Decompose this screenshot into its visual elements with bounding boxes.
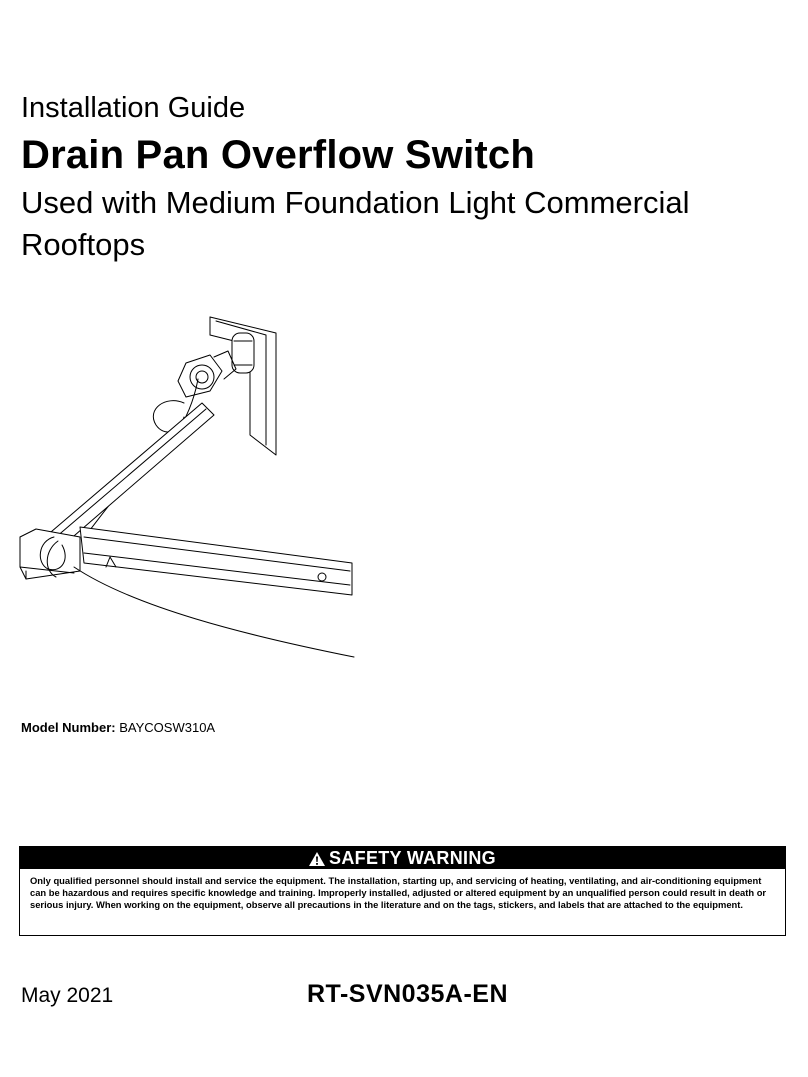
- document-kicker: Installation Guide: [21, 92, 246, 124]
- document-subtitle: Used with Medium Foundation Light Commercial Rooftops: [21, 185, 690, 262]
- model-number: [21, 720, 215, 735]
- safety-warning-title: SAFETY WARNING: [329, 848, 496, 868]
- model-number-value: BAYCOSW310A: [119, 720, 216, 735]
- safety-warning-text: Only qualified personnel should install and service the equipment. The installation, starting up, and servicing of heating, ventilating, and air-conditioning equipment can be hazardous and requires specific knowledge and training. Improperly installed, adjusted or altered equipment by an unqualified person could result in death or serious injury. When working on the equipment, observe all precautions in the literature and on the tags, stickers, and labels that are attached to the equipment.: [30, 875, 767, 910]
- warning-triangle-icon: [309, 852, 325, 866]
- document-number: RT-SVN035A-EN: [307, 980, 508, 1008]
- model-number-label: Model Number:: [21, 720, 116, 735]
- safety-warning-box: [19, 846, 786, 936]
- drain-pan-switch-illustration: [14, 305, 360, 665]
- safety-warning-header: [20, 847, 785, 869]
- publication-date: May 2021: [21, 984, 114, 1007]
- document-title: Drain Pan Overflow Switch: [21, 133, 536, 177]
